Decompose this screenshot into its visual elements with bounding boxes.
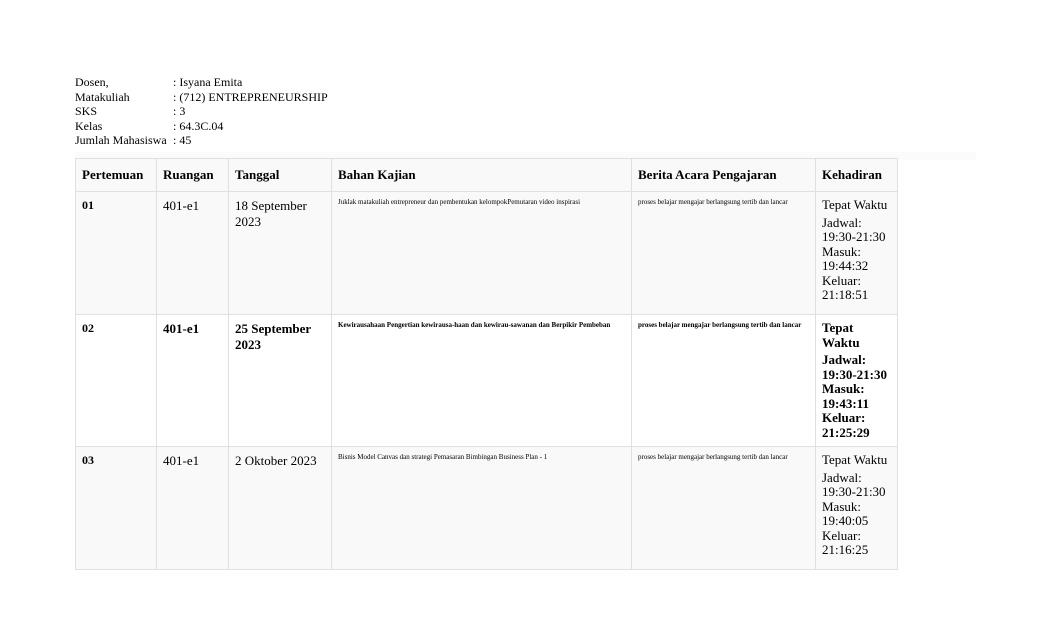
table-row xyxy=(76,192,898,315)
cell-kehadiran xyxy=(816,447,898,570)
masuk-value: 19:40:05 xyxy=(822,513,869,528)
cell-bahan-kajian: Kewirausahaan Pengertian kewirausa-haan dan kewirau-sawanan dan Berpikir Pembeban xyxy=(332,315,632,447)
attendance-status: Tepat Waktu xyxy=(822,320,860,350)
cell-berita-acara: proses belajar mengajar berlangsung tertib dan lancar xyxy=(632,315,816,447)
header-bahan-kajian: Bahan Kajian xyxy=(332,159,632,192)
cell-berita-acara: proses belajar mengajar berlangsung tertib dan lancar xyxy=(632,447,816,570)
info-label: Matakuliah xyxy=(75,89,130,104)
attendance-status: Tepat Waktu xyxy=(822,452,888,467)
course-info xyxy=(75,75,328,148)
jadwal-label: Jadwal: xyxy=(822,352,867,367)
masuk-label: Masuk: xyxy=(822,243,861,259)
cell-tanggal: 25 September 2023 xyxy=(229,315,332,447)
table-row xyxy=(76,447,898,570)
header-pertemuan: Pertemuan xyxy=(76,159,157,192)
info-row-matakuliah xyxy=(75,90,328,105)
info-label: Jumlah Mahasiswa xyxy=(75,133,167,147)
jadwal-label: Jadwal: xyxy=(822,469,862,485)
info-label: SKS xyxy=(75,104,98,118)
header-berita-acara: Berita Acara Pengajaran xyxy=(632,159,816,192)
masuk-value: 19:44:32 xyxy=(822,258,869,273)
attendance-table xyxy=(75,158,898,570)
keluar-value: 21:18:51 xyxy=(822,287,869,302)
cell-ruangan: 401-e1 xyxy=(157,315,229,447)
cell-kehadiran xyxy=(816,192,898,315)
jadwal-label: Jadwal: xyxy=(822,214,862,230)
cell-ruangan: 401-e1 xyxy=(157,447,229,570)
info-value: : 45 xyxy=(173,133,192,147)
keluar-label: Keluar: xyxy=(822,527,861,543)
masuk-value: 19:43:11 xyxy=(822,395,869,411)
cell-pertemuan: 03 xyxy=(76,447,157,570)
masuk-label: Masuk: xyxy=(822,381,865,396)
jadwal-value: 19:30-21:30 xyxy=(822,366,887,382)
info-label: Kelas xyxy=(75,118,103,133)
keluar-label: Keluar: xyxy=(822,272,861,288)
info-value: : Isyana Emita xyxy=(173,75,243,89)
jadwal-value: 19:30-21:30 xyxy=(822,484,886,499)
cell-pertemuan: 02 xyxy=(76,315,157,447)
cell-tanggal: 2 Oktober 2023 xyxy=(229,447,332,570)
info-row-kelas xyxy=(75,119,328,134)
info-label: Dosen, xyxy=(75,75,109,89)
header-kehadiran: Kehadiran xyxy=(816,159,898,192)
cell-bahan-kajian: Juklak matakuliah entrepreneur dan pembentukan kelompokPemutaran video inspirasi xyxy=(332,192,632,315)
info-value: : 64.3C.04 xyxy=(173,118,224,133)
header-ruangan: Ruangan xyxy=(157,159,229,192)
attendance-status: Tepat Waktu xyxy=(822,197,888,212)
header-tanggal: Tanggal xyxy=(229,159,332,192)
keluar-value: 21:25:29 xyxy=(822,424,870,440)
table-header-row xyxy=(76,159,898,192)
cell-bahan-kajian: Bisnis Model Canvas dan strategi Pemasaran Bimbingan Business Plan - 1 xyxy=(332,447,632,570)
cell-pertemuan: 01 xyxy=(76,192,157,315)
info-value: : 3 xyxy=(173,104,186,118)
cell-ruangan: 401-e1 xyxy=(157,192,229,315)
keluar-value: 21:16:25 xyxy=(822,542,869,557)
cell-berita-acara: proses belajar mengajar berlangsung tertib dan lancar xyxy=(632,192,816,315)
info-row-sks xyxy=(75,104,328,119)
info-value: : (712) ENTREPRENEURSHIP xyxy=(173,89,328,104)
cell-tanggal: 18 September 2023 xyxy=(229,192,332,315)
table-row xyxy=(76,315,898,447)
info-row-dosen xyxy=(75,75,328,90)
info-row-jumlah xyxy=(75,133,328,148)
jadwal-value: 19:30-21:30 xyxy=(822,229,886,244)
keluar-label: Keluar: xyxy=(822,410,866,425)
cell-kehadiran xyxy=(816,315,898,447)
masuk-label: Masuk: xyxy=(822,498,861,514)
